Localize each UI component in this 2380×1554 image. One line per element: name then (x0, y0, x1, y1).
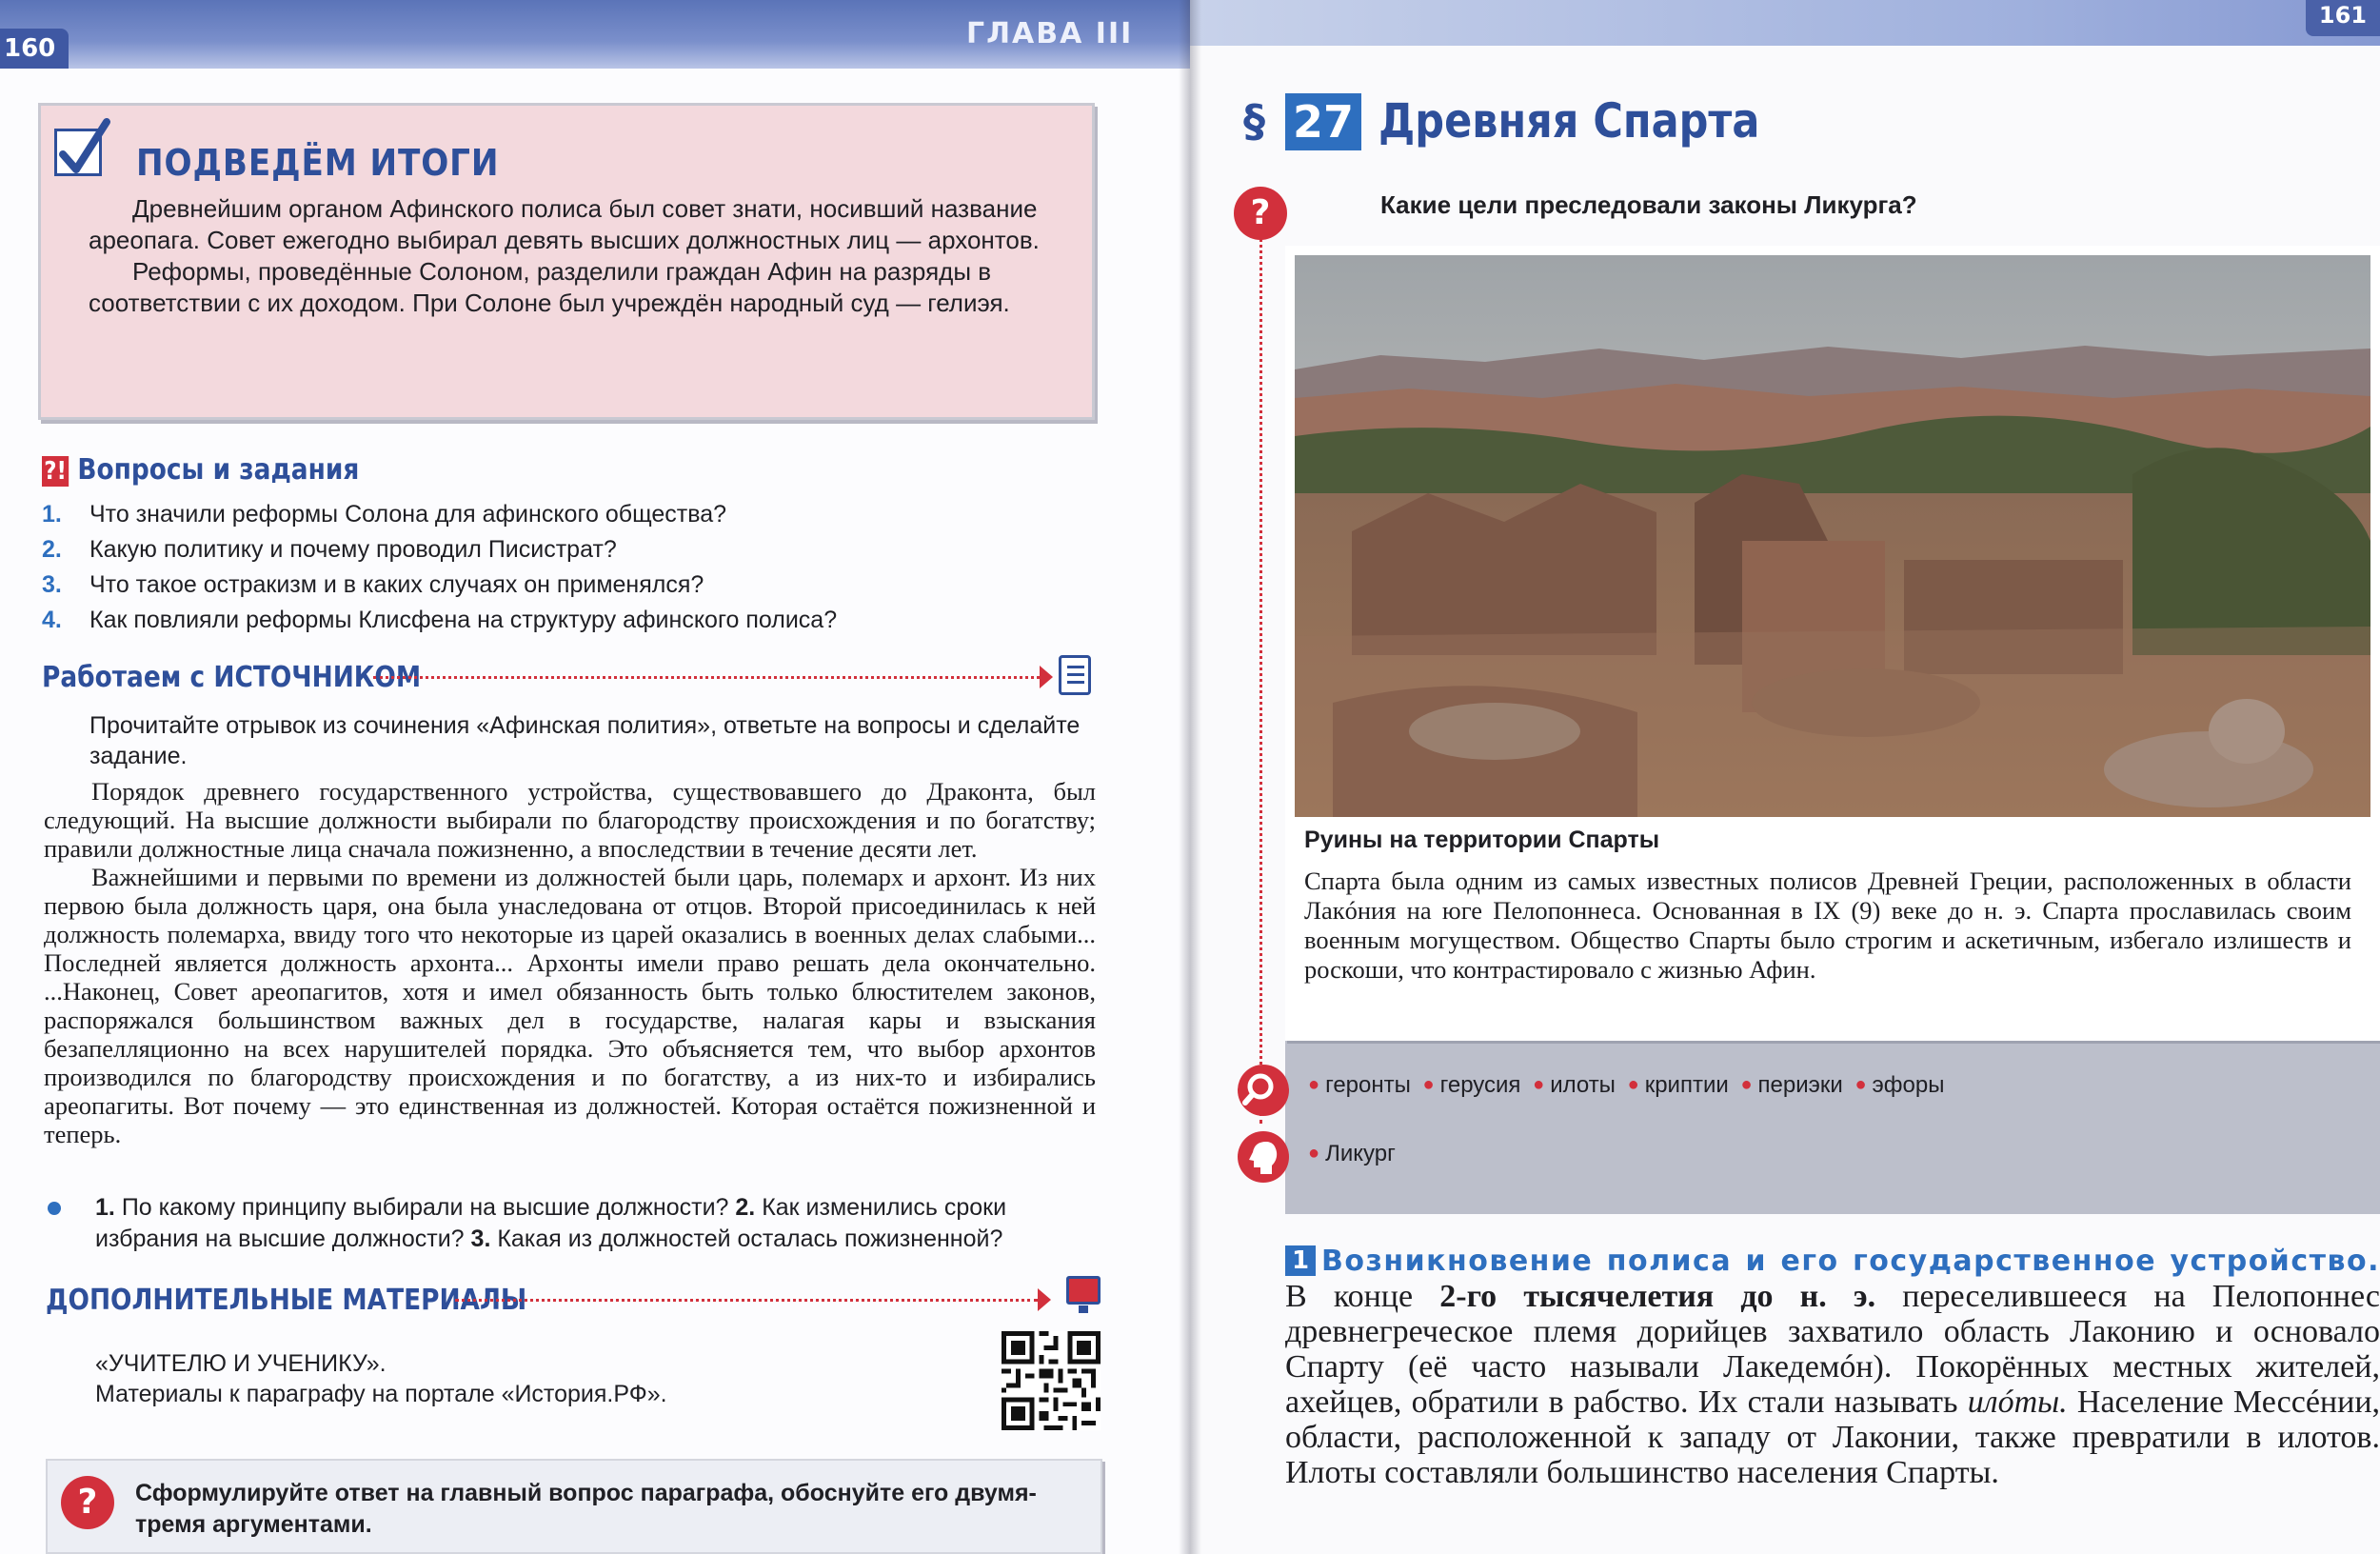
photo-description: Спарта была одним из самых известных полисов Древней Греции, расположенных в области Лакóния на юге Пелопоннеса. Основанная в IX (9) веке до н. э. Спарта прославилась своим военным могуществом. Общество Спарты было строгим и аскетичным, избегало излишеств и роскоши, что контрастировало с жизнью Афин. (1304, 867, 2351, 984)
questions-title: Вопросы и задания (77, 453, 360, 487)
section-title: Возникновение полиса и его государственное устройство. (1321, 1245, 2380, 1278)
section-text: В конце (1285, 1279, 1414, 1314)
list-item (42, 497, 1108, 532)
question-text: Что значили реформы Солона для афинского общества? (89, 501, 727, 528)
section-text: Население Мессéнии, области, расположенной к западу от Лаконии, также превратили в илотов. Илоты составляли большинство населения Спарты. (1285, 1385, 2380, 1490)
checkmark-icon (54, 129, 102, 176)
question-exclamation-icon: ?! (42, 456, 69, 487)
key-persons: ● Ликург (1308, 1141, 1396, 1166)
summary-title: ПОДВЕДЁМ ИТОГИ (136, 142, 500, 184)
task-question: Какая из должностей осталась пожизненной? (497, 1225, 1003, 1252)
qr-code-icon[interactable] (1002, 1331, 1101, 1430)
extra-materials-heading: ДОПОЛНИТЕЛЬНЫЕ МАТЕРИАЛЫ (46, 1284, 527, 1317)
question-number: 2. (42, 536, 62, 563)
question-text: Как повлияли реформы Клисфена на структуру афинского полиса? (89, 607, 838, 633)
page-number-right: 161 (2306, 0, 2380, 36)
term: эфоры (1872, 1072, 1945, 1098)
question-text: Какую политику и почему проводил Писистрат? (89, 536, 617, 563)
question-text: Что такое остракизм и в каких случаях он применялся? (89, 571, 704, 598)
task-number: 3. (470, 1225, 491, 1252)
book-gutter (1179, 0, 1201, 1554)
extra-resource-title: «УЧИТЕЛЮ И УЧЕНИКУ». (95, 1350, 387, 1377)
summary-box (38, 103, 1095, 420)
source-paragraph: Важнейшими и первыми по времени из должностей были царь, полемарх и архонт. Из них первою была должность царя, она была унаследована от отцов. Второй присоединилась к ней должность полемарха, ввиду того что некоторые из царей оказались в военных делах слабыми... Последней является должность архонта... Архонты имели право решать дела окончательно. ...Наконец, Совет ареопагитов, хотя и имел обязанность быть только блюстителем законов, распоряжался большинством важных дел в государстве, налагая кары и взыскания безапелляционно на всех нарушителей порядка. Это объясняется тем, что выбор архонтов производился по благородству происхождения и по богатству, а из них-то и избирались ареопагиты. Вот почему — это единственная из должностей. Которая остаётся пожизненной и теперь. (44, 863, 1096, 1148)
section-text-bold: 2-го тысячелетия до н. э. (1439, 1279, 1876, 1314)
right-page-header (1190, 0, 2380, 46)
term: криптии (1644, 1072, 1729, 1098)
list-item (42, 603, 1108, 638)
section-text-italic: илóты. (1967, 1385, 2068, 1420)
key-terms: ● геронты ● герусия ● илоты ● криптии ● периэки ● эфоры (1308, 1072, 1945, 1098)
task-question: Как изменились сроки избрания на высшие должности? (95, 1194, 1007, 1252)
term: герусия (1439, 1072, 1521, 1098)
section-1 (1285, 1243, 2380, 1490)
term: геронты (1325, 1072, 1411, 1098)
person-head-icon (1238, 1131, 1289, 1183)
extra-resource-link[interactable]: Материалы к параграфу на портале «История.РФ». (95, 1381, 667, 1407)
arrow-right-icon (1040, 666, 1053, 688)
summary-paragraph: Древнейшим органом Афинского полиса был совет знати, носивший название ареопага. Совет ежегодно выбирал девять высших должностных лиц — архонтов. (89, 194, 1040, 254)
page-number-left: 160 (0, 29, 69, 69)
summary-paragraph: Реформы, проведённые Солоном, разделили граждан Афин на разряды в соответствии с их доходом. При Солоне был учреждён народный суд — гелиэя. (89, 257, 1010, 317)
section-number: 1 (1285, 1245, 1316, 1276)
divider (373, 676, 1040, 679)
monitor-icon (1066, 1276, 1101, 1305)
list-item (42, 568, 1108, 603)
question-number: 3. (42, 571, 62, 598)
photo-caption: Руины на территории Спарты (1304, 827, 1660, 853)
summary-text (89, 193, 1093, 319)
source-text (44, 777, 1096, 1148)
divider (455, 1299, 1038, 1302)
divider (1259, 238, 1262, 1124)
person: Ликург (1325, 1141, 1396, 1166)
task-number: 2. (735, 1194, 756, 1221)
task-number: 1. (95, 1194, 115, 1221)
magnifier-icon (1238, 1065, 1289, 1116)
paragraph-sign: § (1243, 95, 1265, 147)
paragraph-number: 27 (1285, 93, 1361, 150)
bullet-icon (48, 1202, 61, 1215)
task-question: По какому принципу выбирали на высшие должности? (121, 1194, 729, 1221)
question-number: 4. (42, 607, 62, 633)
source-paragraph: Порядок древнего государственного устройства, существовавшего до Драконта, был следующий. На высшие должности выбирали по благородству происхождения и по богатству; правили должностные лица сначала пожизненно, а впоследствии в течение десяти лет. (44, 777, 1096, 863)
chapter-title: ГЛАВА III (966, 17, 1134, 50)
questions-heading (42, 453, 359, 487)
document-icon (1059, 655, 1091, 695)
question-mark-icon: ? (1234, 187, 1287, 240)
list-item (42, 532, 1108, 568)
final-task-text: Сформулируйте ответ на главный вопрос параграфа, обоснуйте его двумя-тремя аргументами. (135, 1480, 1037, 1538)
left-page-header (0, 0, 1190, 69)
main-question: Какие цели преследовали законы Ликурга? (1380, 190, 1917, 219)
source-intro: Прочитайте отрывок из сочинения «Афинская полития», ответьте на вопросы и сделайте задание. (89, 712, 1081, 769)
photo-card (1285, 246, 2380, 1041)
page-title: Древняя Спарта (1378, 93, 1760, 149)
question-mark-icon: ? (61, 1476, 114, 1529)
sparta-ruins-photo (1295, 255, 2370, 817)
term: илоты (1550, 1072, 1616, 1098)
source-heading: Работаем с ИСТОЧНИКОМ (42, 661, 422, 694)
task-text (95, 1192, 1100, 1255)
term: периэки (1757, 1072, 1843, 1098)
final-task-box (46, 1459, 1102, 1554)
section-text: переселившееся на Пелопоннес древнегреческое племя дорийцев захватило область Лаконию и основало Спарту (её часто называли Лакедемóн). Покорённых местных жителей, ахейцев, обратили в рабство. Их стали называть (1285, 1279, 2380, 1420)
question-number: 1. (42, 501, 62, 528)
arrow-right-icon (1038, 1288, 1051, 1311)
right-page (1190, 0, 2380, 1554)
questions-list (42, 497, 1108, 638)
